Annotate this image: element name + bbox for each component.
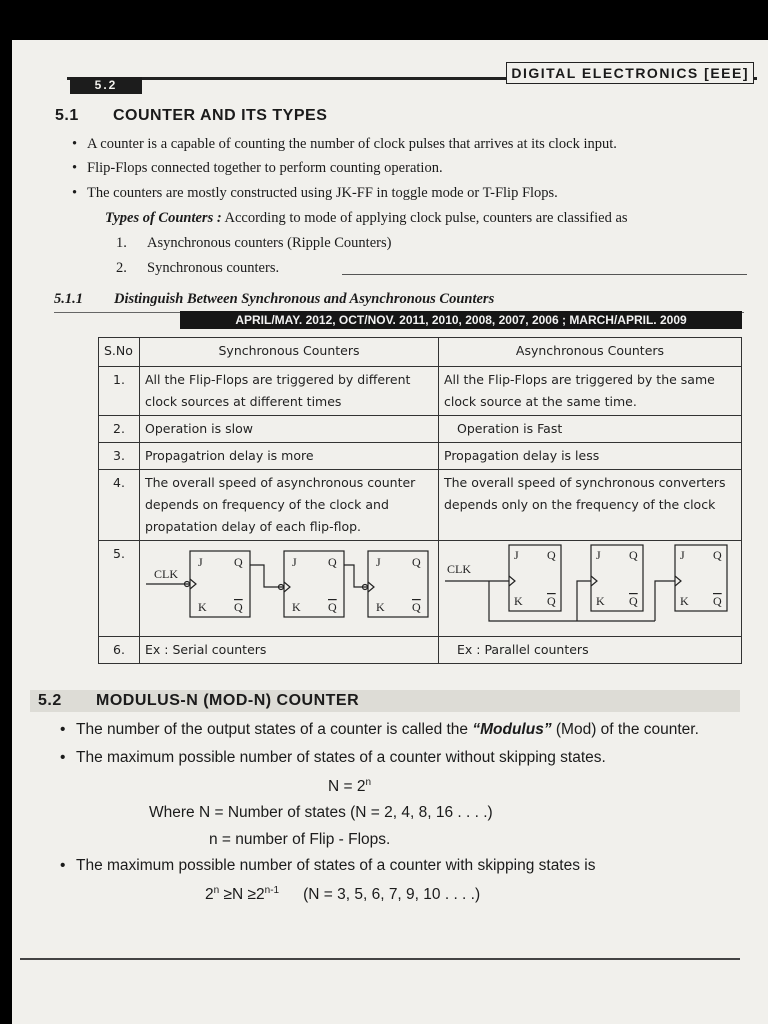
bullet-item: • The maximum possible number of states of a counter without skipping states. — [76, 749, 606, 767]
types-text: According to mode of applying clock pulse, counters are classified as — [224, 210, 628, 226]
table-row — [99, 367, 742, 416]
divider — [342, 274, 747, 275]
clk-branch — [655, 581, 675, 621]
formula-exponent: n-1 — [264, 885, 280, 896]
qbar-label: Q — [234, 600, 243, 614]
ripple-wire — [344, 565, 368, 587]
clock-triangle — [675, 576, 681, 586]
list-item — [116, 260, 279, 277]
q-label: Q — [234, 555, 243, 569]
section-number: 5.1 — [55, 107, 79, 124]
formula-text: ≥N ≥2 — [219, 886, 265, 904]
bullet-item — [76, 721, 699, 739]
async-cell: Operation is Fast — [439, 416, 742, 443]
qbar-label: Q — [629, 594, 638, 608]
j-label: J — [596, 548, 601, 562]
j-label: J — [198, 555, 203, 569]
k-label: K — [680, 594, 689, 608]
sync-counter-diagram-cell — [439, 541, 742, 637]
bullet-item: • The maximum possible number of states of a counter with skipping states is — [76, 857, 596, 875]
async-cell: All the Flip-Flops are triggered by the same clock source at the same time. — [439, 367, 742, 416]
column-header: Synchronous Counters — [140, 338, 439, 367]
bullet-text: (Mod) of the counter. — [551, 721, 699, 738]
k-label: K — [292, 600, 301, 614]
row-number: 3. — [99, 443, 140, 470]
formula-text: N = 2 — [328, 778, 366, 796]
bullet-item: • A counter is a capable of counting the number of clock pulses that arrives at its clock input. — [87, 136, 617, 153]
row-number: 1. — [99, 367, 140, 416]
clock-triangle — [368, 582, 374, 592]
types-paragraph — [105, 210, 628, 227]
subsection-number: 5.1.1 — [54, 291, 83, 307]
table-row — [99, 443, 742, 470]
j-label: J — [292, 555, 297, 569]
q-label: Q — [412, 555, 421, 569]
footer-rule — [20, 958, 740, 960]
formula-exponent: n — [365, 777, 372, 788]
clk-label: CLK — [447, 562, 471, 576]
table-row — [99, 470, 742, 541]
n-definition: n = number of Flip - Flops. — [209, 831, 391, 848]
k-label: K — [198, 600, 207, 614]
list-text: Asynchronous counters (Ripple Counters) — [147, 235, 392, 251]
ripple-wire — [250, 565, 284, 587]
subsection-5-1-1-heading — [54, 291, 494, 308]
bullet-item: • Flip-Flops connected together to perform counting operation. — [87, 160, 443, 177]
clk-branch — [577, 581, 591, 621]
sync-cell: Propagatrion delay is more — [140, 443, 439, 470]
bullet-item: • The counters are mostly constructed using JK-FF in toggle mode or T-Flip Flops. — [87, 185, 558, 202]
section-number: 5.2 — [38, 692, 62, 709]
bullet-text: The number of the output states of a counter is called the — [76, 721, 473, 738]
formula-skipping — [205, 885, 480, 904]
formula-n — [328, 777, 371, 796]
j-label: J — [376, 555, 381, 569]
section-title: COUNTER AND ITS TYPES — [113, 107, 328, 124]
q-label: Q — [328, 555, 337, 569]
clock-triangle — [591, 576, 597, 586]
list-item — [116, 235, 391, 252]
j-label: J — [680, 548, 685, 562]
qbar-label: Q — [547, 594, 556, 608]
async-cell: The overall speed of synchronous converters depends only on the frequency of the clock — [439, 470, 742, 541]
qbar-label: Q — [412, 600, 421, 614]
table-header-row — [99, 338, 742, 367]
table-row — [99, 541, 742, 637]
sync-cell: Ex : Serial counters — [140, 637, 439, 664]
sync-cell: The overall speed of asynchronous counter depends on frequency of the clock and propatation delay of each flip-flop. — [140, 470, 439, 541]
q-label: Q — [713, 548, 722, 562]
list-number: 1. — [116, 235, 127, 251]
row-number: 5. — [99, 541, 140, 637]
types-heading: Types of Counters : — [105, 210, 222, 226]
list-text: Synchronous counters. — [147, 260, 280, 276]
row-number: 6. — [99, 637, 140, 664]
formula-exponent: n — [213, 885, 220, 896]
k-label: K — [376, 600, 385, 614]
j-label: J — [514, 548, 519, 562]
synchronous-counter-diagram — [439, 541, 739, 629]
where-line: Where N = Number of states (N = 2, 4, 8, 16 . . . .) — [149, 804, 493, 821]
ripple-counter-diagram-cell — [140, 541, 439, 637]
clock-triangle — [509, 576, 515, 586]
textbook-page — [12, 40, 768, 1024]
subsection-title: Distinguish Between Synchronous and Asynchronous Counters — [114, 291, 495, 307]
clock-triangle — [284, 582, 290, 592]
ripple-counter-diagram — [140, 541, 436, 629]
table-row — [99, 637, 742, 664]
row-number: 2. — [99, 416, 140, 443]
qbar-label: Q — [328, 600, 337, 614]
column-header: Asynchronous Counters — [439, 338, 742, 367]
formula-text: (N = 3, 5, 6, 7, 9, 10 . . . .) — [303, 886, 481, 904]
column-header: S.No — [99, 338, 140, 367]
exam-banner: APRIL/MAY. 2012, OCT/NOV. 2011, 2010, 2008, 2007, 2006 ; MARCH/APRIL. 2009 — [180, 311, 742, 329]
list-number: 2. — [116, 260, 127, 276]
k-label: K — [596, 594, 605, 608]
q-label: Q — [629, 548, 638, 562]
sync-cell: All the Flip-Flops are triggered by different clock sources at different times — [140, 367, 439, 416]
table-row — [99, 416, 742, 443]
sync-cell: Operation is slow — [140, 416, 439, 443]
clk-label: CLK — [154, 567, 178, 581]
row-number: 4. — [99, 470, 140, 541]
clock-triangle — [190, 579, 196, 589]
k-label: K — [514, 594, 523, 608]
modulus-term: “Modulus” — [472, 721, 552, 738]
section-5-2-heading — [38, 692, 359, 710]
comparison-table — [98, 337, 742, 664]
qbar-label: Q — [713, 594, 722, 608]
async-cell: Propagation delay is less — [439, 443, 742, 470]
book-title: DIGITAL ELECTRONICS [EEE] — [506, 62, 754, 84]
section-title: MODULUS-N (MOD-N) COUNTER — [96, 692, 360, 709]
page-label: 5.2 — [70, 77, 142, 94]
q-label: Q — [547, 548, 556, 562]
async-cell: Ex : Parallel counters — [439, 637, 742, 664]
section-5-1-heading — [55, 107, 327, 125]
formula-text: 2 — [205, 886, 214, 904]
